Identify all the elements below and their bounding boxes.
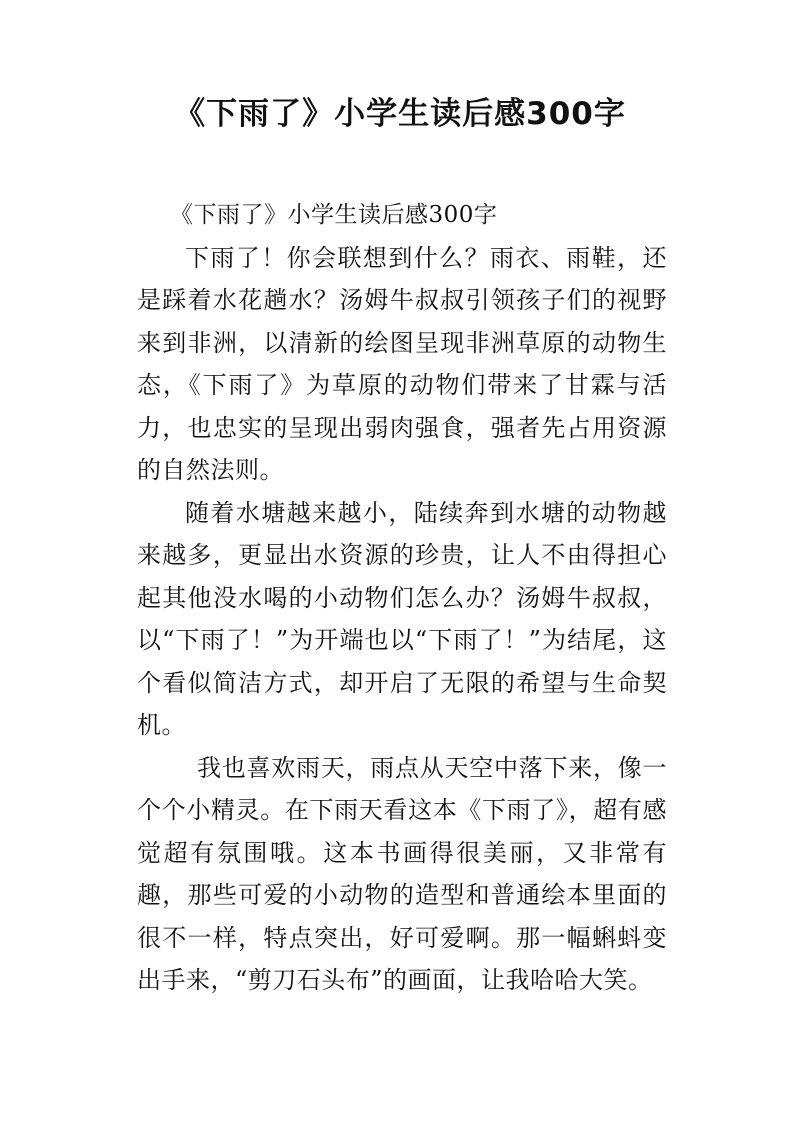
document-title: 《下雨了》小学生读后感300字: [174, 96, 626, 132]
document-body: [137, 194, 667, 1002]
document-subtitle: 《下雨了》小学生读后感300字: [170, 202, 498, 228]
paragraph-2: 随着水塘越来越小，陆续奔到水塘的动物越来越多，更显出水资源的珍贵，让人不由得担心起其他没水喝的小动物们怎么办？汤姆牛叔叔，以“下雨了！”为开端也以“下雨了！”为结尾，这个看似简洁方式，却开启了无限的希望与生命契机。: [137, 498, 667, 739]
paragraph-1: 下雨了！你会联想到什么？雨衣、雨鞋，还是踩着水花趟水？汤姆牛叔叔引领孩子们的视野来到非洲，以清新的绘图呈现非洲草原的动物生态，《下雨了》为草原的动物们带来了甘霖与活力，也忠实的呈现出弱肉强食，强者先占用资源的自然法则。: [137, 243, 667, 484]
paragraph-3: 我也喜欢雨天，雨点从天空中落下来，像一个个小精灵。在下雨天看这本《下雨了》，超有感觉超有氛围哦。这本书画得很美丽，又非常有趣，那些可爱的小动物的造型和普通绘本里面的很不一样，特点突出，好可爱啊。那一幅蝌蚪变出手来，“剪刀石头布”的画面，让我哈哈大笑。: [137, 753, 667, 994]
